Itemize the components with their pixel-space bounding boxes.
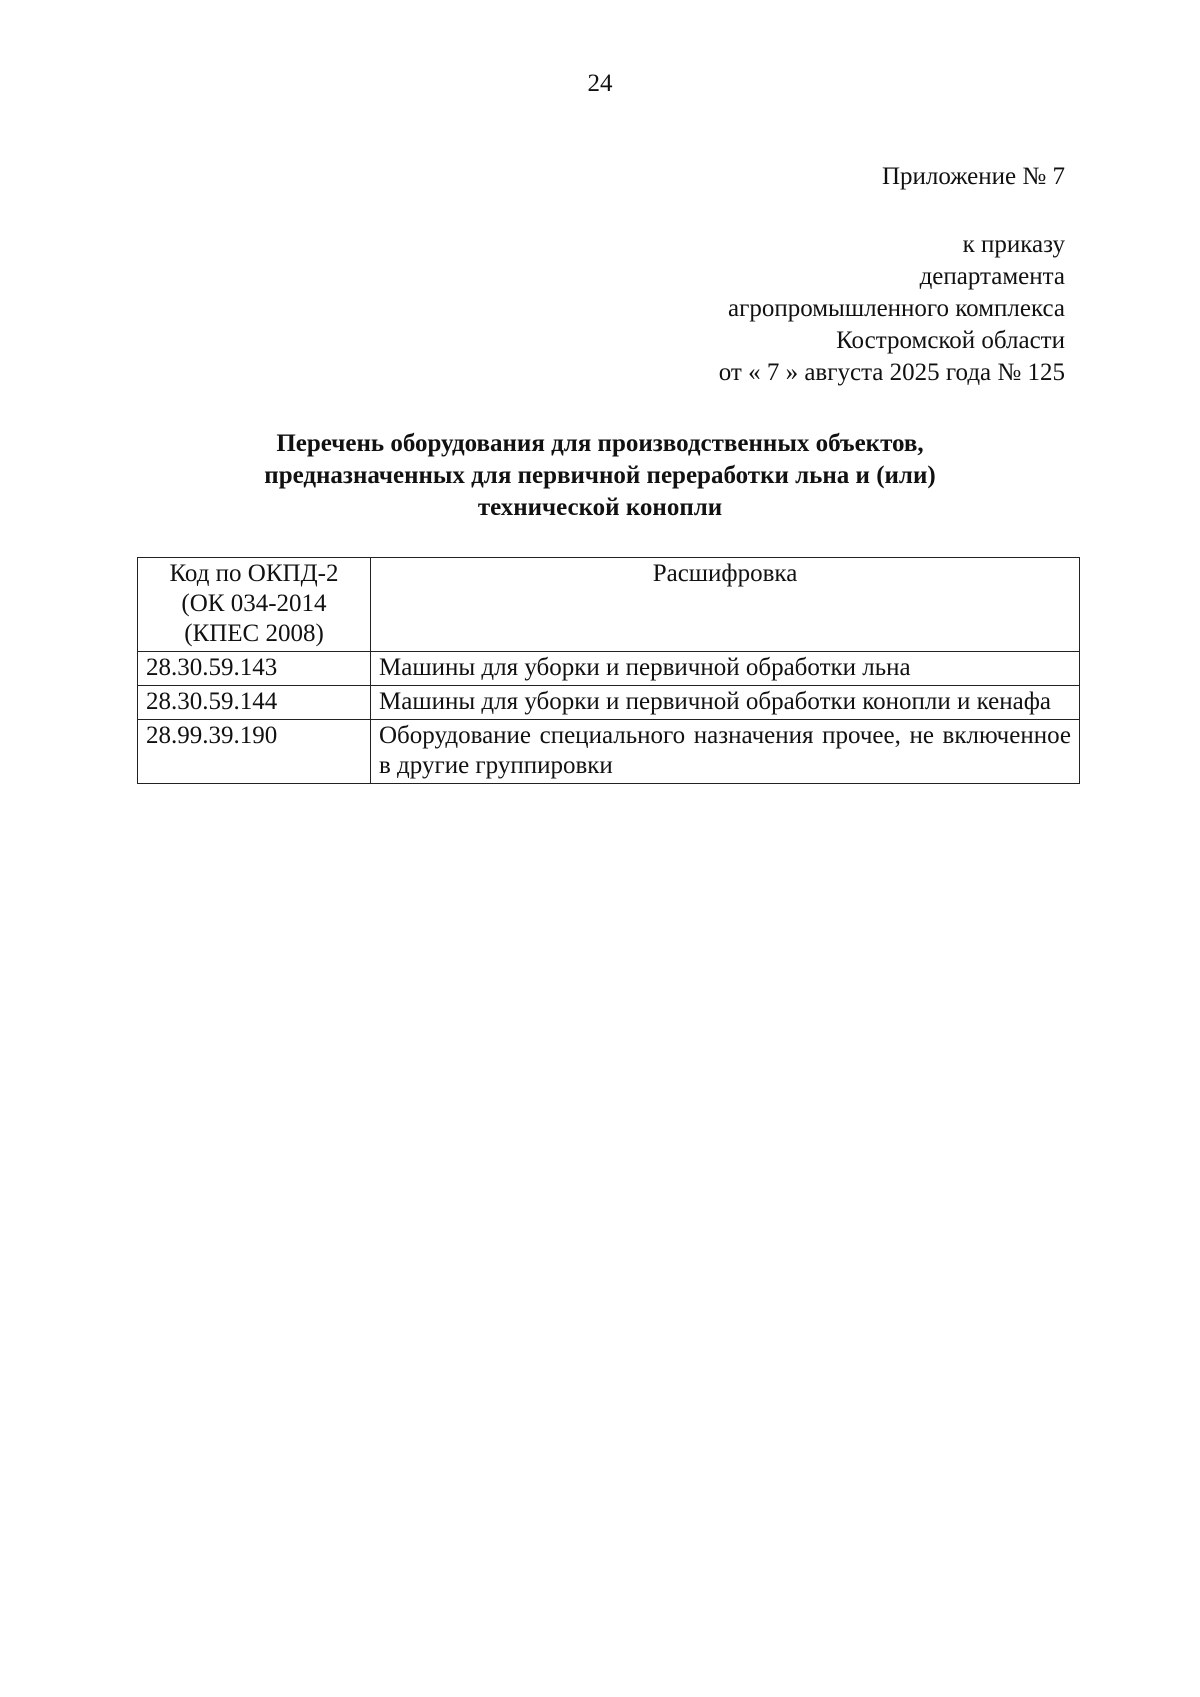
page-number: 24	[587, 70, 613, 97]
row-description: Машины для уборки и первичной обработки конопли и кенафа	[371, 686, 1080, 720]
row-description: Машины для уборки и первичной обработки льна	[371, 652, 1080, 686]
row-code: 28.99.39.190	[138, 720, 371, 784]
header-code	[138, 558, 371, 652]
document-title-line: предназначенных для первичной переработки льна и (или)	[264, 462, 936, 489]
table-row	[138, 652, 1080, 686]
document-title-line: Перечень оборудования для производственных объектов,	[276, 430, 924, 457]
order-reference	[719, 229, 1065, 389]
row-description: Оборудование специального назначения прочее, не включенное в другие группировки	[371, 720, 1080, 784]
table-header-row	[138, 558, 1080, 652]
header-code-line: (ОК 034-2014	[181, 590, 327, 617]
appendix-label: Приложение № 7	[881, 163, 1065, 190]
table-row	[138, 720, 1080, 784]
header-code-line: (КПЕС 2008)	[184, 620, 324, 647]
table-row	[138, 686, 1080, 720]
order-reference-line: агропромышленного комплекса	[727, 295, 1065, 322]
equipment-table	[137, 557, 1080, 784]
order-reference-line: Костромской области	[836, 327, 1065, 354]
row-code: 28.30.59.144	[138, 686, 371, 720]
document-title	[150, 428, 1050, 524]
order-reference-line: от « 7 » августа 2025 года № 125	[718, 359, 1065, 386]
order-reference-line: к приказу	[962, 231, 1065, 258]
header-code-line: Код по ОКПД-2	[169, 560, 339, 587]
row-code: 28.30.59.143	[138, 652, 371, 686]
document-title-line: технической конопли	[477, 494, 723, 521]
order-reference-line: департамента	[919, 263, 1065, 290]
header-description: Расшифровка	[371, 558, 1080, 652]
